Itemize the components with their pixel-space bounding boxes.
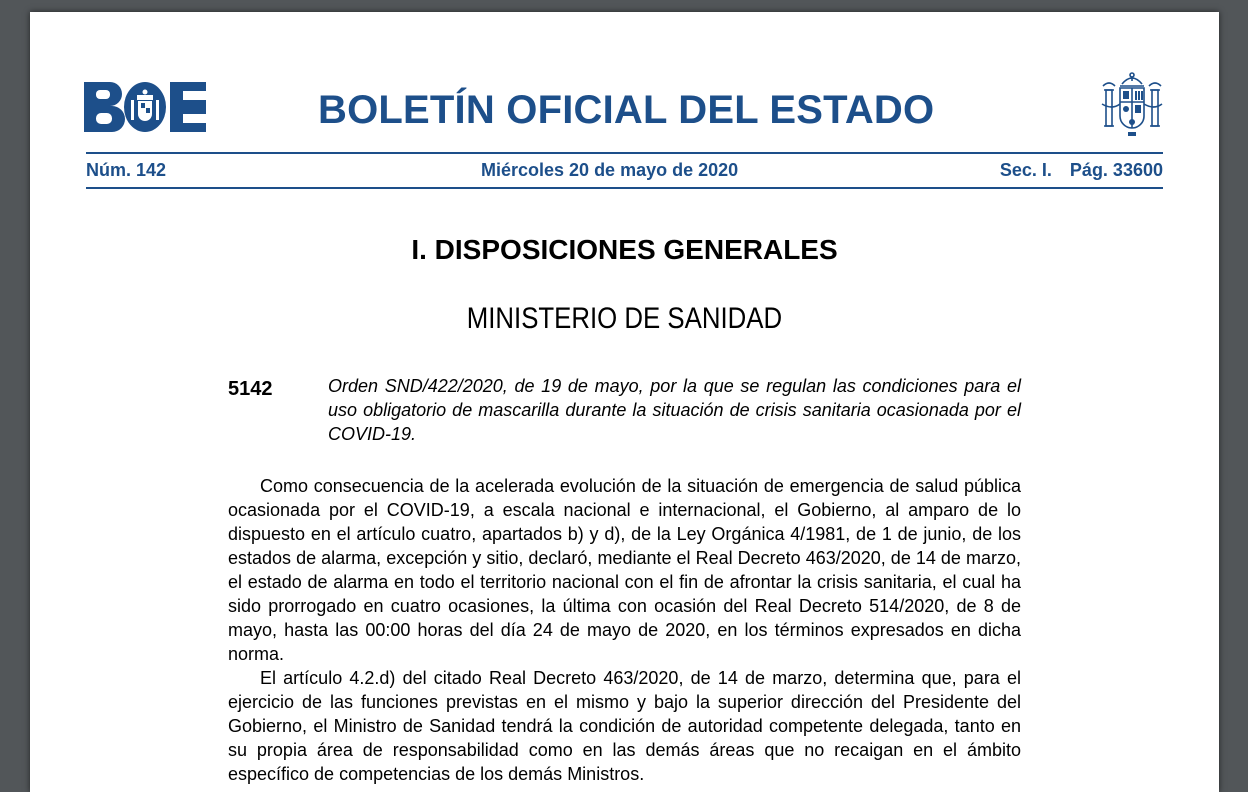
body-paragraph: El artículo 4.2.d) del citado Real Decreto 463/2020, de 14 de marzo, determina que, para el ejercicio de las funciones previstas en el mismo y bajo la superior dirección del Presidente del Gobierno, el Ministro de Sanidad tendrá la condición de autoridad competente delegada, tanto en su propia área de responsabilidad como en las demás áreas que no recaigan en el ámbito específico de competencias de los demás Ministros. — [228, 668, 1021, 784]
page-label: Pág. 33600 — [1069, 160, 1163, 180]
section-label: Sec. I. — [999, 160, 1052, 180]
document-page — [30, 12, 1219, 792]
coat-of-arms-icon — [1100, 70, 1164, 140]
masthead-title: BOLETÍN OFICIAL DEL ESTADO — [318, 88, 935, 132]
issue-date: Miércoles 20 de mayo de 2020 — [481, 160, 739, 180]
header-rule-bottom — [86, 187, 1163, 189]
issue-number: Núm. 142 — [86, 160, 167, 180]
provision-title: Orden SND/422/2020, de 19 de mayo, por la que se regulan las condiciones para el uso obligatorio de mascarilla durante la situación de crisis sanitaria ocasionada por el COVID-19. — [328, 376, 1021, 444]
section-heading: I. DISPOSICIONES GENERALES — [411, 234, 838, 265]
body-paragraph: Como consecuencia de la acelerada evolución de la situación de emergencia de salud pública ocasionada por el COVID-19, a escala nacional e internacional, el Gobierno, al amparo de lo dispuesto en el artículo cuatro, apartados b) y d), de la Ley Orgánica 4/1981, de 1 de junio, de los estados de alarma, excepción y sitio, declaró, mediante el Real Decreto 463/2020, de 14 de marzo, el estado de alarma en todo el territorio nacional con el fin de afrontar la crisis sanitaria, el cual ha sido prorrogado en cuatro ocasiones, la última con ocasión del Real Decreto 514/2020, de 8 de mayo, hasta las 00:00 horas del día 24 de mayo de 2020, en los términos expresados en dicha norma. — [228, 476, 1021, 664]
body-text — [228, 474, 1021, 786]
ministry-heading: MINISTERIO DE SANIDAD — [466, 302, 783, 335]
header-rule-top — [86, 152, 1163, 154]
section-and-page — [1000, 160, 1163, 181]
boe-logo — [84, 82, 206, 132]
provision-number: 5142 — [228, 378, 273, 400]
